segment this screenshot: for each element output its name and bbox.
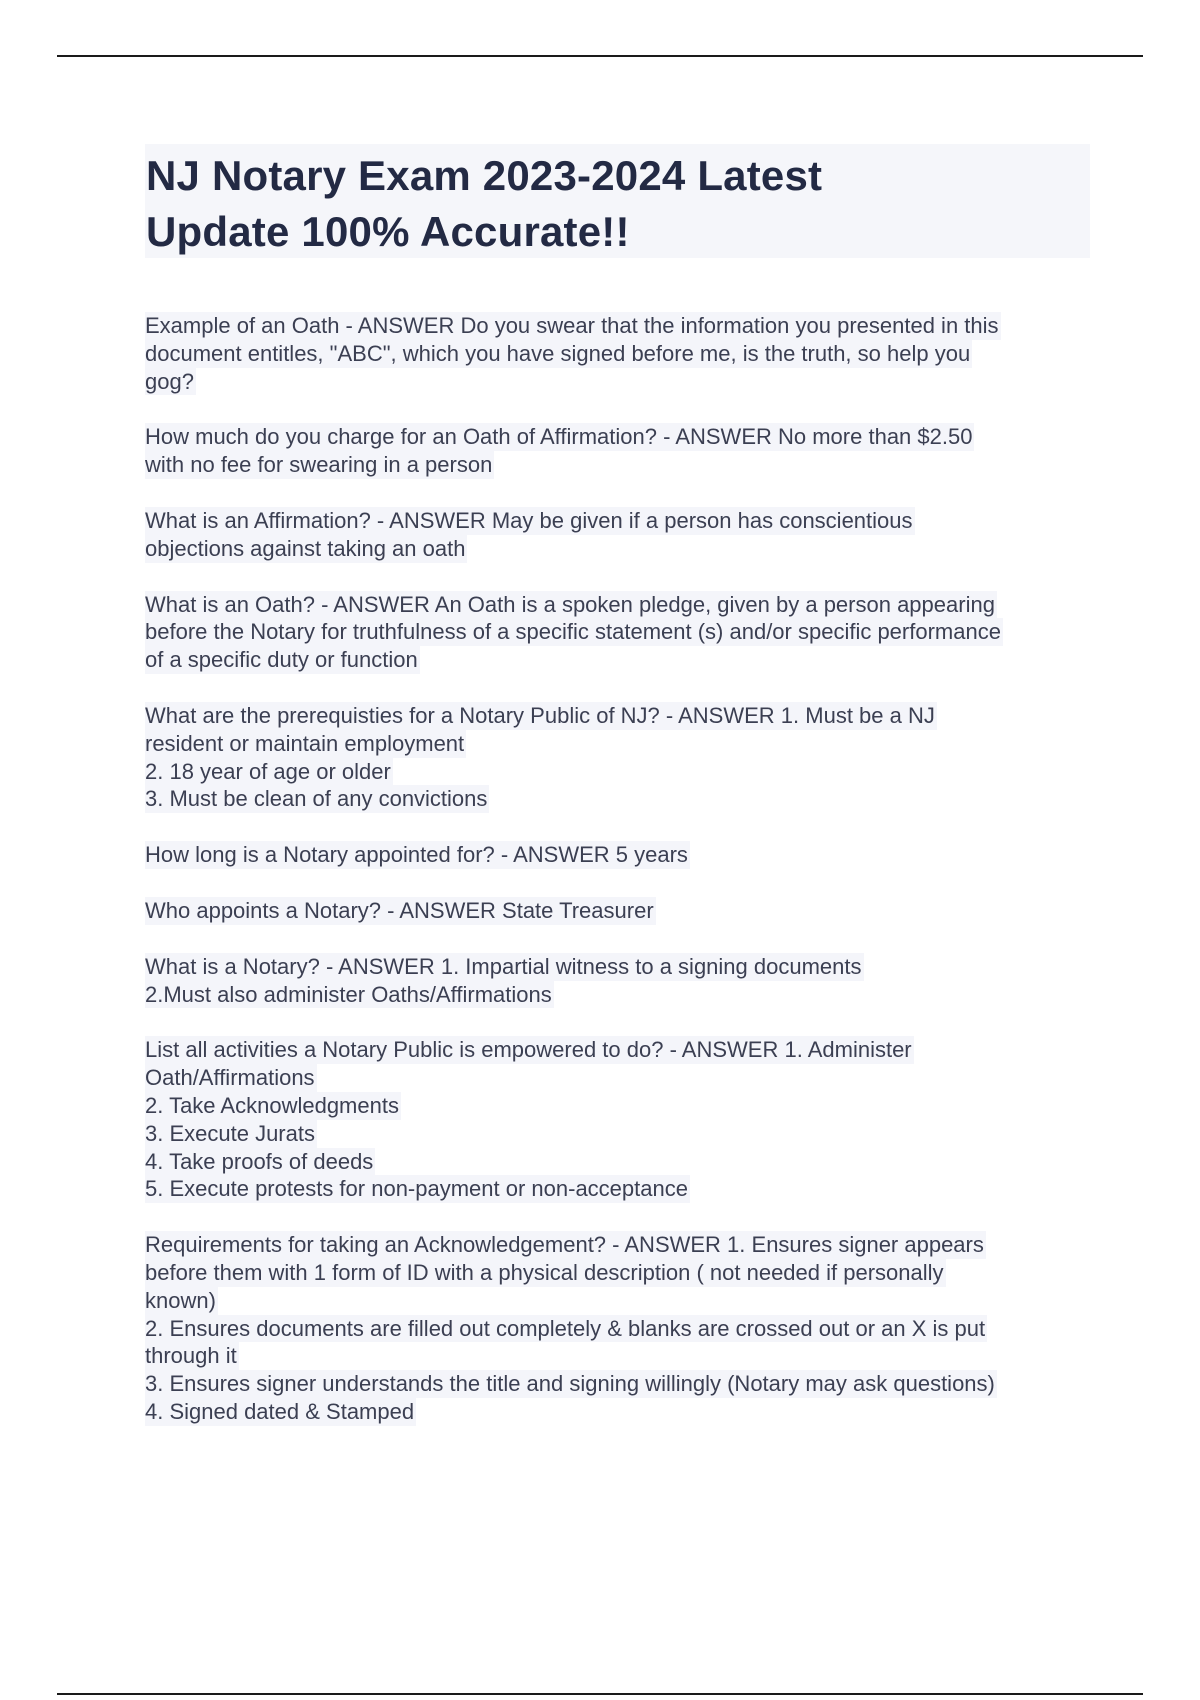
- qa-item: [145, 423, 1095, 479]
- qa-item: [145, 312, 1095, 395]
- qa-line: What is a Notary? - ANSWER 1. Impartial witness to a signing documents: [145, 953, 862, 979]
- qa-item: [145, 507, 1095, 563]
- qa-line: before the Notary for truthfulness of a specific statement (s) and/or specific performance: [145, 619, 1001, 645]
- qa-list: [145, 312, 1095, 1454]
- title-line: NJ Notary Exam 2023-2024 Latest: [146, 152, 823, 199]
- qa-line: document entitles, "ABC", which you have signed before me, is the truth, so help you: [145, 340, 971, 366]
- qa-line: 4. Signed dated & Stamped: [145, 1398, 415, 1424]
- bottom-rule: [57, 1693, 1143, 1695]
- qa-line: 2. Take Acknowledgments: [145, 1092, 399, 1118]
- qa-line: How much do you charge for an Oath of Affirmation? - ANSWER No more than $2.50: [145, 424, 973, 450]
- qa-item: [145, 1231, 1095, 1426]
- title-block: [145, 144, 1090, 258]
- qa-line: Oath/Affirmations: [145, 1065, 315, 1091]
- qa-item: [145, 953, 1095, 1009]
- top-rule: [57, 55, 1143, 57]
- qa-line: objections against taking an oath: [145, 535, 466, 561]
- qa-item: [145, 1036, 1095, 1203]
- qa-line: What are the prerequisties for a Notary Public of NJ? - ANSWER 1. Must be a NJ: [145, 702, 935, 728]
- qa-item: [145, 591, 1095, 674]
- page-title: [146, 148, 1090, 260]
- qa-item: [145, 897, 1095, 925]
- qa-item: [145, 841, 1095, 869]
- qa-line: of a specific duty or function: [145, 647, 418, 673]
- qa-item: [145, 702, 1095, 813]
- title-line: Update 100% Accurate!!: [146, 208, 630, 255]
- qa-line: 2. Ensures documents are filled out completely & blanks are crossed out or an X is put: [145, 1315, 986, 1341]
- qa-line: 4. Take proofs of deeds: [145, 1148, 374, 1174]
- qa-line: Requirements for taking an Acknowledgement? - ANSWER 1. Ensures signer appears: [145, 1232, 984, 1258]
- qa-line: with no fee for swearing in a person: [145, 452, 493, 478]
- qa-line: 2. 18 year of age or older: [145, 758, 391, 784]
- qa-line: 5. Execute protests for non-payment or non-acceptance: [145, 1176, 688, 1202]
- qa-line: What is an Affirmation? - ANSWER May be given if a person has conscientious: [145, 507, 913, 533]
- qa-line: 3. Execute Jurats: [145, 1120, 315, 1146]
- qa-line: through it: [145, 1343, 237, 1369]
- qa-line: 2.Must also administer Oaths/Affirmations: [145, 981, 552, 1007]
- qa-line: Example of an Oath - ANSWER Do you swear that the information you presented in this: [145, 313, 999, 338]
- qa-line: resident or maintain employment: [145, 730, 465, 756]
- qa-line: 3. Must be clean of any convictions: [145, 786, 488, 812]
- qa-line: List all activities a Notary Public is empowered to do? - ANSWER 1. Administer: [145, 1037, 912, 1063]
- qa-line: 3. Ensures signer understands the title and signing willingly (Notary may ask questions): [145, 1371, 995, 1397]
- qa-line: gog?: [145, 368, 194, 394]
- qa-line: Who appoints a Notary? - ANSWER State Treasurer: [145, 897, 654, 923]
- qa-line: What is an Oath? - ANSWER An Oath is a spoken pledge, given by a person appearing: [145, 591, 995, 617]
- qa-line: known): [145, 1287, 216, 1313]
- qa-line: How long is a Notary appointed for? - ANSWER 5 years: [145, 842, 688, 868]
- qa-line: before them with 1 form of ID with a physical description ( not needed if personally: [145, 1259, 944, 1285]
